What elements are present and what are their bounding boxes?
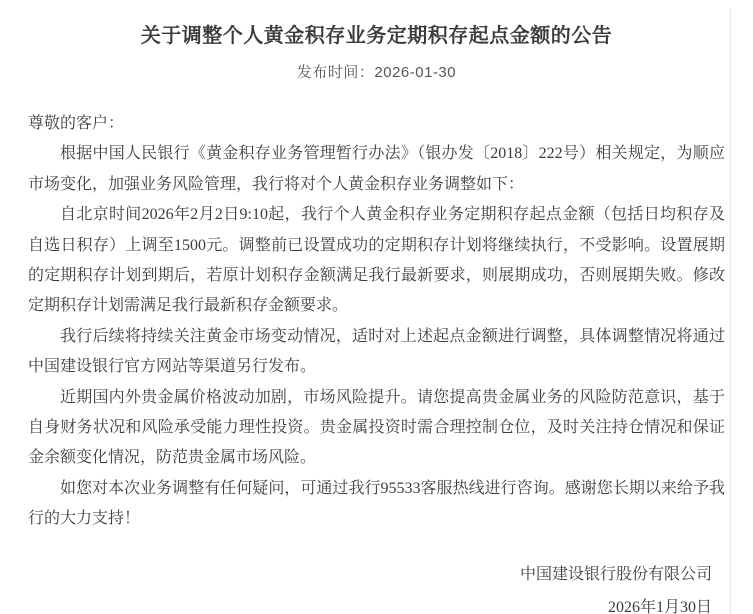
paragraph-contact-info: 如您对本次业务调整有任何疑问，可通过我行95533客服热线进行咨询。感谢您长期以来给予我行的大力支持！ <box>28 479 725 528</box>
publish-time <box>0 61 753 82</box>
announcement-body <box>28 109 725 535</box>
page-edge-divider <box>730 8 731 614</box>
announcement-header <box>0 0 753 82</box>
paragraph-risk-warning: 近期国内外贵金属价格波动加剧，市场风险提升。请您提高贵金属业务的风险防范意识，基于自身财务状况和风险承受能力理性投资。贵金属投资时需合理控制仓位，及时关注持仓情况和保证金余额变化情况，防范贵金属市场风险。 <box>28 388 725 467</box>
signature-company: 中国建设银行股份有限公司 <box>519 565 712 583</box>
paragraph-future-adjustments: 我行后续将持续关注黄金市场变动情况，适时对上述起点金额进行调整，具体调整情况将通过中国建设银行官方网站等渠道另行发布。 <box>28 327 725 376</box>
announcement-footer <box>0 558 712 614</box>
page-title: 关于调整个人黄金积存业务定期积存起点金额的公告 <box>140 25 613 47</box>
paragraph-adjustment-details: 自北京时间2026年2月2日9:10起，我行个人黄金积存业务定期积存起点金额（包括日均积存及自选日积存）上调至1500元。调整前已设置成功的定期积存计划将继续执行，不受影响。设置展期的定期积存计划到期后，若原计划积存金额满足我行最新要求，则展期成功，否则展期失败。修改定期积存计划需满足我行最新积存金额要求。 <box>28 206 725 315</box>
paragraph-regulation-basis: 根据中国人民银行《黄金积存业务管理暂行办法》（银办发〔2018〕222号）相关规定，为顺应市场变化，加强业务风险管理，我行将对个人黄金积存业务调整如下： <box>28 145 725 193</box>
signature-date: 2026年1月30日 <box>607 598 712 614</box>
salutation: 尊敬的客户： <box>28 115 125 132</box>
publish-time-value: 2026-01-30 <box>374 64 457 81</box>
publish-time-label: 发布时间： <box>296 64 375 81</box>
